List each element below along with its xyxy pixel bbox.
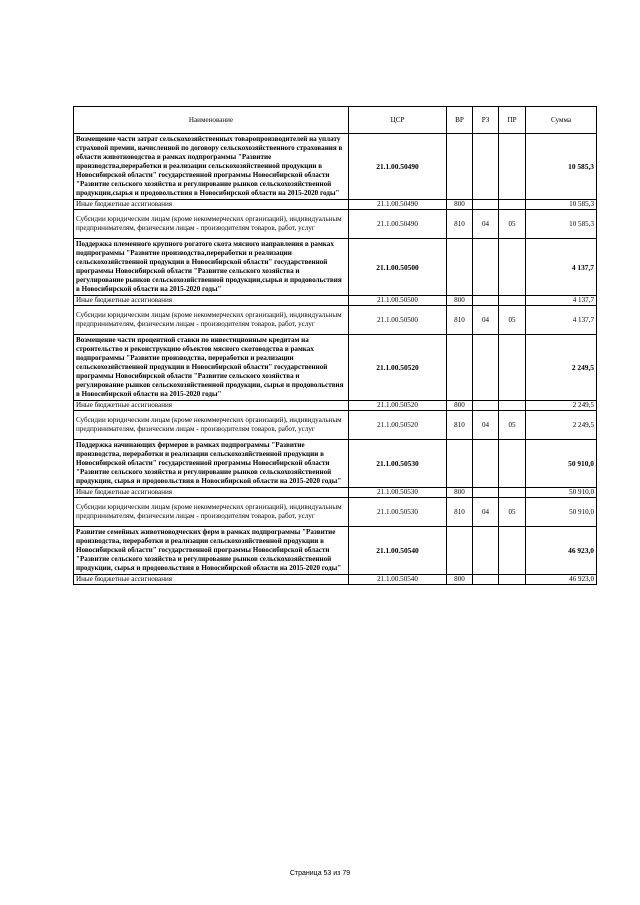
cell-rz: 04: [473, 210, 499, 239]
cell-pr: [499, 440, 526, 488]
cell-csr: 21.1.00.50490: [349, 200, 447, 210]
cell-pr: [499, 488, 526, 498]
cell-csr: 21.1.00.50500: [349, 306, 447, 335]
cell-csr: 21.1.00.50540: [349, 527, 447, 575]
cell-name: Поддержка племенного крупного рогатого скота мясного направления в рамках подпрограммы "Развитие производства,переработки и реализации сельскохозяйственной продукции в Новосибирской области" государственной программы Новосибирской области "Развитие сельского хозяйства и регулирование рынков сельскохозяйственной продукции,сырья и продовольствия в Новосибирской области на 2015-2020 годы": [74, 239, 349, 296]
cell-rz: [473, 575, 499, 585]
cell-csr: 21.1.00.50490: [349, 210, 447, 239]
cell-name: Иные бюджетные ассигнования: [74, 488, 349, 498]
table-row: [74, 239, 597, 296]
cell-vr: [447, 239, 473, 296]
cell-rz: [473, 488, 499, 498]
cell-pr: 05: [499, 210, 526, 239]
cell-csr: 21.1.00.50500: [349, 239, 447, 296]
cell-vr: 800: [447, 575, 473, 585]
cell-vr: [447, 134, 473, 200]
table-row: [74, 401, 597, 411]
cell-name: Субсидии юридическим лицам (кроме некоммерческих организаций), индивидуальным предпринимателям, физическим лицам - производителям товаров, работ, услуг: [74, 498, 349, 527]
cell-vr: 810: [447, 411, 473, 440]
cell-rz: [473, 200, 499, 210]
header-vr: ВР: [447, 107, 473, 134]
cell-name: Иные бюджетные ассигнования: [74, 296, 349, 306]
cell-name: Иные бюджетные ассигнования: [74, 401, 349, 411]
cell-sum: 10 585,3: [526, 200, 597, 210]
header-csr: ЦСР: [349, 107, 447, 134]
cell-sum: 4 137,7: [526, 306, 597, 335]
cell-sum: 10 585,3: [526, 210, 597, 239]
cell-pr: [499, 200, 526, 210]
header-sum: Сумма: [526, 107, 597, 134]
cell-rz: 04: [473, 498, 499, 527]
table-row: [74, 335, 597, 401]
cell-csr: 21.1.00.50530: [349, 488, 447, 498]
cell-pr: 05: [499, 498, 526, 527]
cell-rz: [473, 134, 499, 200]
cell-name: Возмещение части процентной ставки по инвестиционным кредитам на строительство и реконструкцию объектов мясного скотоводства в рамках подпрограммы "Развитие производства, переработки и реализации сельскохозяйственной продукции в Новосибирской области" государственной программы Новосибирской области "Развитие сельского хозяйства и регулирование рынков сельскохозяйственной продукции, сырья и продовольствия в Новосибирской области на 2015-2020 годы": [74, 335, 349, 401]
cell-sum: 2 249,5: [526, 401, 597, 411]
cell-rz: [473, 335, 499, 401]
cell-pr: 05: [499, 411, 526, 440]
table-row: [74, 134, 597, 200]
cell-rz: [473, 239, 499, 296]
table-row: [74, 527, 597, 575]
header-rz: РЗ: [473, 107, 499, 134]
cell-csr: 21.1.00.50520: [349, 335, 447, 401]
cell-csr: 21.1.00.50500: [349, 296, 447, 306]
cell-pr: [499, 575, 526, 585]
cell-pr: [499, 134, 526, 200]
cell-name: Субсидии юридическим лицам (кроме некоммерческих организаций), индивидуальным предпринимателям, физическим лицам - производителям товаров, работ, услуг: [74, 411, 349, 440]
table-row: [74, 296, 597, 306]
cell-name: Иные бюджетные ассигнования: [74, 575, 349, 585]
cell-csr: 21.1.00.50530: [349, 498, 447, 527]
cell-vr: 800: [447, 296, 473, 306]
cell-rz: 04: [473, 306, 499, 335]
cell-vr: 800: [447, 488, 473, 498]
table-row: [74, 575, 597, 585]
cell-name: Субсидии юридическим лицам (кроме некоммерческих организаций), индивидуальным предпринимателям, физическим лицам - производителям товаров, работ, услуг: [74, 306, 349, 335]
cell-rz: [473, 401, 499, 411]
cell-rz: [473, 440, 499, 488]
cell-rz: [473, 527, 499, 575]
cell-csr: 21.1.00.50520: [349, 411, 447, 440]
cell-rz: 04: [473, 411, 499, 440]
cell-sum: 50 910,0: [526, 488, 597, 498]
table-row: [74, 210, 597, 239]
cell-sum: 2 249,5: [526, 411, 597, 440]
table-row: [74, 411, 597, 440]
cell-sum: 10 585,3: [526, 134, 597, 200]
cell-sum: 4 137,7: [526, 239, 597, 296]
cell-vr: [447, 527, 473, 575]
cell-sum: 2 249,5: [526, 335, 597, 401]
table-row: [74, 200, 597, 210]
cell-vr: 810: [447, 306, 473, 335]
cell-vr: [447, 335, 473, 401]
cell-sum: 46 923,0: [526, 575, 597, 585]
cell-name: Развитие семейных животноводческих ферм в рамках подпрограммы "Развитие производства, переработки и реализации сельскохозяйственной продукции в Новосибирской области" государственной программы Новосибирской области "Развитие сельского хозяйства и регулирование рынков сельскохозяйственной продукции, сырья и продовольствия в Новосибирской области на 2015-2020 годы": [74, 527, 349, 575]
cell-csr: 21.1.00.50530: [349, 440, 447, 488]
table-row: [74, 488, 597, 498]
cell-csr: 21.1.00.50540: [349, 575, 447, 585]
cell-vr: [447, 440, 473, 488]
cell-name: Поддержка начинающих фермеров в рамках подпрограммы "Развитие производства, переработки и реализации сельскохозяйственной продукции в Новосибирской области" государственной программы Новосибирской области "Развитие сельского хозяйства и регулирование рынков сельскохозяйственной продукции, сырья и продовольствия в Новосибирской области на 2015-2020 годы": [74, 440, 349, 488]
cell-vr: 800: [447, 401, 473, 411]
cell-pr: [499, 401, 526, 411]
cell-vr: 810: [447, 498, 473, 527]
cell-vr: 810: [447, 210, 473, 239]
table-header-row: [74, 107, 597, 134]
table-row: [74, 440, 597, 488]
cell-sum: 50 910,0: [526, 498, 597, 527]
cell-pr: 05: [499, 306, 526, 335]
cell-name: Возмещение части затрат сельскохозяйственных товаропроизводителей на уплату страховой премии, начисленной по договору сельскохозяйственного страхования в области животноводства в рамках подпрограммы "Развитие производства,переработки и реализации сельскохозяйственной продукции в Новосибирской области" государственной программы Новосибирской области "Развитие сельского хозяйства и регулирование рынков сельскохозяйственной продукции,сырья и продовольствия в Новосибирской области на 2015-2020 годы": [74, 134, 349, 200]
cell-pr: [499, 296, 526, 306]
header-pr: ПР: [499, 107, 526, 134]
cell-name: Субсидии юридическим лицам (кроме некоммерческих организаций), индивидуальным предпринимателям, физическим лицам - производителям товаров, работ, услуг: [74, 210, 349, 239]
cell-sum: 4 137,7: [526, 296, 597, 306]
cell-pr: [499, 527, 526, 575]
cell-csr: 21.1.00.50490: [349, 134, 447, 200]
cell-pr: [499, 239, 526, 296]
table-row: [74, 306, 597, 335]
header-name: Наименование: [74, 107, 349, 134]
cell-csr: 21.1.00.50520: [349, 401, 447, 411]
cell-pr: [499, 335, 526, 401]
budget-table: [73, 106, 597, 585]
cell-sum: 46 923,0: [526, 527, 597, 575]
page-number: Страница 53 из 79: [289, 870, 351, 877]
cell-rz: [473, 296, 499, 306]
cell-vr: 800: [447, 200, 473, 210]
table-row: [74, 498, 597, 527]
cell-name: Иные бюджетные ассигнования: [74, 200, 349, 210]
cell-sum: 50 910,0: [526, 440, 597, 488]
